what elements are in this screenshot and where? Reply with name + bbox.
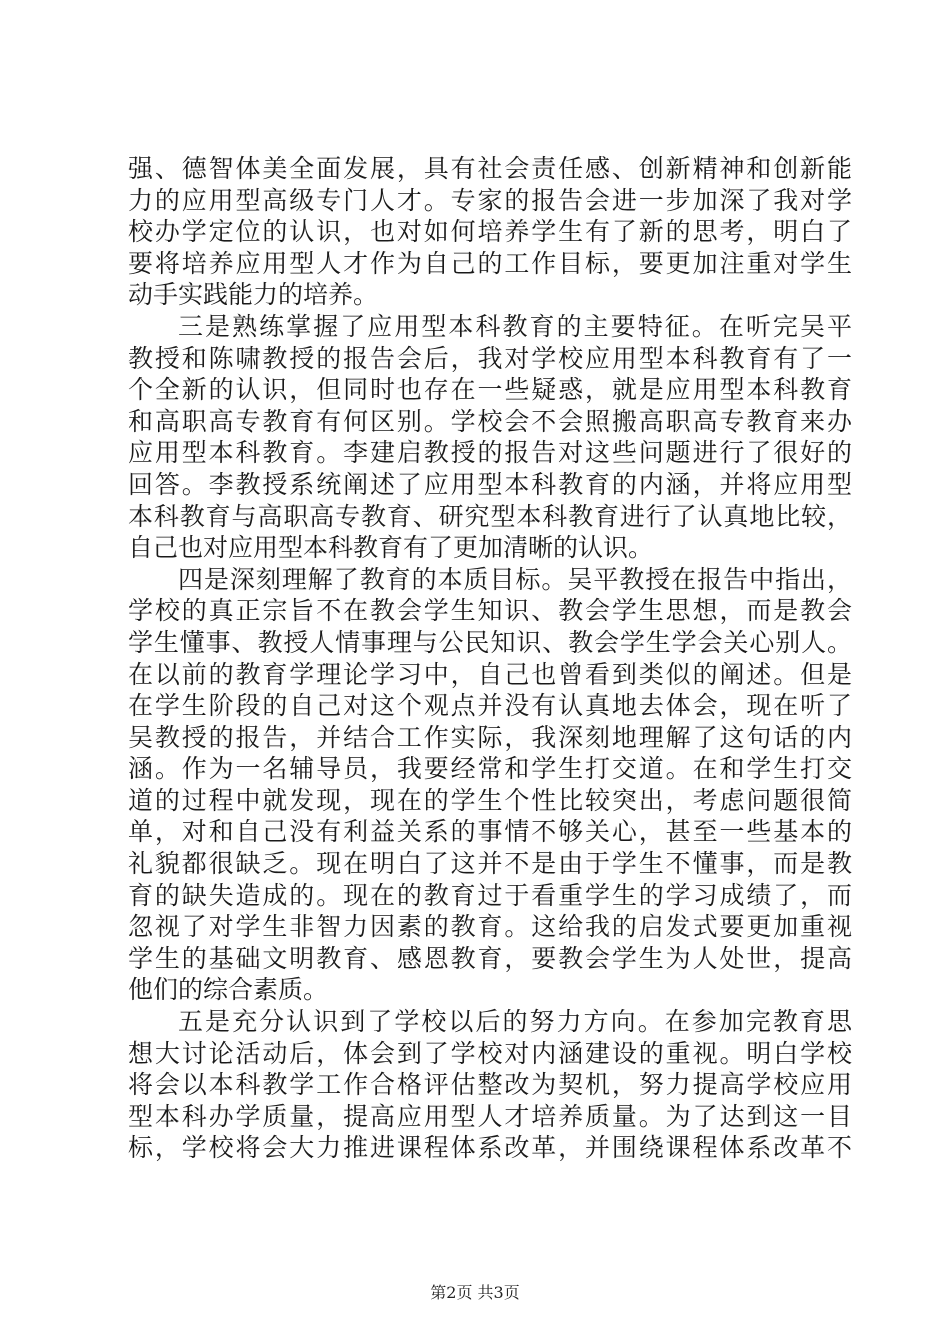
text-line: 教授和陈啸教授的报告会后，我对学校应用型本科教育有了一 — [128, 343, 852, 373]
text-line: 力的应用型高级专门人才。专家的报告会进一步加深了我对学 — [128, 185, 852, 215]
text-line: 在学生阶段的自己对这个观点并没有认真地去体会，现在听了 — [128, 691, 852, 721]
text-line: 学生懂事、教授人情事理与公民知识、教会学生学会关心别人。 — [128, 627, 852, 657]
text-line: 在以前的教育学理论学习中，自己也曾看到类似的阐述。但是 — [128, 659, 852, 689]
text-line: 三是熟练掌握了应用型本科教育的主要特征。在听完吴平 — [178, 311, 852, 341]
page-number: 第2页 共3页 — [430, 1283, 520, 1302]
text-line: 将会以本科教学工作合格评估整改为契机，努力提高学校应用 — [128, 1070, 852, 1100]
text-line: 本科教育与高职高专教育、研究型本科教育进行了认真地比较， — [128, 501, 852, 531]
text-line: 校办学定位的认识，也对如何培养学生有了新的思考，明白了 — [128, 217, 852, 247]
text-line: 育的缺失造成的。现在的教育过于看重学生的学习成绩了，而 — [128, 880, 852, 910]
text-line: 型本科办学质量，提高应用型人才培养质量。为了达到这一目 — [128, 1101, 852, 1131]
text-line: 吴教授的报告，并结合工作实际，我深刻地理解了这句话的内 — [128, 722, 852, 752]
text-line: 他们的综合素质。 — [128, 975, 329, 1005]
text-line: 个全新的认识，但同时也存在一些疑惑，就是应用型本科教育 — [128, 375, 852, 405]
text-line: 自己也对应用型本科教育有了更加清晰的认识。 — [128, 533, 654, 563]
text-line: 学生的基础文明教育、感恩教育，要教会学生为人处世，提高 — [128, 943, 852, 973]
text-line: 五是充分认识到了学校以后的努力方向。在参加完教育思 — [178, 1007, 852, 1037]
text-line: 单，对和自己没有利益关系的事情不够关心，甚至一些基本的 — [128, 817, 852, 847]
text-line: 礼貌都很缺乏。现在明白了这并不是由于学生不懂事，而是教 — [128, 849, 852, 879]
text-line: 学校的真正宗旨不在教会学生知识、教会学生思想，而是教会 — [128, 596, 852, 626]
page-footer — [0, 1283, 950, 1303]
text-line: 标，学校将会大力推进课程体系改革，并围绕课程体系改革不 — [128, 1133, 852, 1163]
document-body — [128, 153, 852, 1164]
text-line: 动手实践能力的培养。 — [128, 280, 379, 310]
text-line: 强、德智体美全面发展，具有社会责任感、创新精神和创新能 — [128, 154, 852, 183]
text-line: 四是深刻理解了教育的本质目标。吴平教授在报告中指出， — [178, 564, 852, 594]
text-line: 想大讨论活动后，体会到了学校对内涵建设的重视。明白学校 — [128, 1038, 852, 1068]
text-line: 和高职高专教育有何区别。学校会不会照搬高职高专教育来办 — [128, 406, 852, 436]
text-line: 道的过程中就发现，现在的学生个性比较突出，考虑问题很简 — [128, 785, 852, 815]
text-line: 应用型本科教育。李建启教授的报告对这些问题进行了很好的 — [128, 438, 852, 468]
text-line: 涵。作为一名辅导员，我要经常和学生打交道。在和学生打交 — [128, 754, 852, 784]
text-line: 要将培养应用型人才作为自己的工作目标，要更加注重对学生 — [128, 248, 852, 278]
text-line: 忽视了对学生非智力因素的教育。这给我的启发式要更加重视 — [128, 912, 852, 942]
text-line: 回答。李教授系统阐述了应用型本科教育的内涵，并将应用型 — [128, 469, 852, 499]
